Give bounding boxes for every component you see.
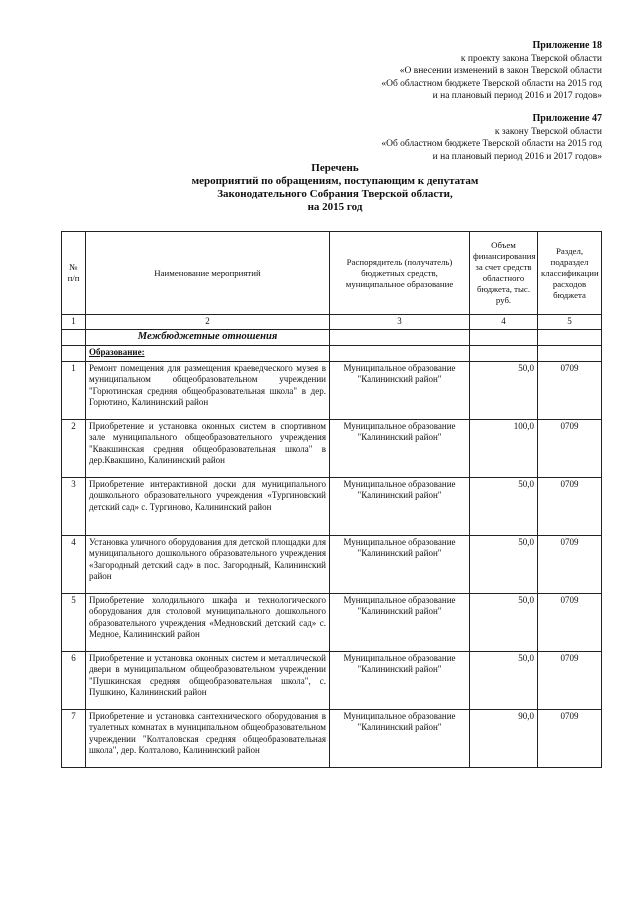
row-amount: 50,0: [470, 361, 538, 419]
annex-line: к закону Тверской области: [494, 126, 602, 137]
column-number-row: [62, 315, 602, 330]
row-code: 0709: [538, 477, 602, 535]
table-row: [62, 709, 602, 767]
section-row: [62, 329, 602, 345]
table-header-row: [62, 232, 602, 315]
row-amount: 50,0: [470, 593, 538, 651]
row-code: 0709: [538, 361, 602, 419]
header-recipient: Распорядитель (получатель) бюджетных средств, муниципальное образование: [330, 232, 470, 315]
column-number: 2: [86, 315, 330, 330]
row-number: 5: [62, 593, 86, 651]
row-code: 0709: [538, 651, 602, 709]
table-row: [62, 361, 602, 419]
row-measure: Ремонт помещения для размещения краеведческого музея в муниципальном общеобразовательном учреждении "Горютинская средняя общеобразовательная школа" в дер. Горютино, Калининский район: [86, 361, 330, 419]
header-number: № п/п: [62, 232, 86, 315]
row-number: 2: [62, 419, 86, 477]
row-code: 0709: [538, 419, 602, 477]
row-number: 1: [62, 361, 86, 419]
row-recipient: Муниципальное образование "Калининский район": [330, 651, 470, 709]
title-line: мероприятий по обращениям, поступающим к депутатам: [191, 175, 479, 187]
annex-18-block: [381, 40, 602, 103]
row-measure: Приобретение и установка сантехнического оборудования в туалетных комнатах в муниципальном общеобразовательном учреждении "Колталовская средняя общеобразовательная школа", дер. Колталово, Калининский район: [86, 709, 330, 767]
row-recipient: Муниципальное образование "Калининский район": [330, 535, 470, 593]
table-row: [62, 593, 602, 651]
header-code: Раздел, подраздел классификации расходов бюджета: [538, 232, 602, 315]
column-number: 4: [470, 315, 538, 330]
row-recipient: Муниципальное образование "Калининский район": [330, 361, 470, 419]
header-name: Наименование мероприятий: [86, 232, 330, 315]
row-code: 0709: [538, 535, 602, 593]
annex-title: Приложение 47: [532, 113, 602, 124]
row-measure: Приобретение и установка оконных систем и металлической двери в муниципальном общеобразовательном учреждении "Пушкинская средняя общеобразовательная школа", с. Пушкино, Калининский район: [86, 651, 330, 709]
row-recipient: Муниципальное образование "Калининский район": [330, 593, 470, 651]
header-amount: Объем финансирования за счет средств областного бюджета, тыс. руб.: [470, 232, 538, 315]
title-line: Перечень: [311, 162, 359, 174]
measures-table: [61, 231, 602, 768]
row-measure: Приобретение интерактивной доски для муниципального дошкольного образовательного учреждения «Тургиновский детский сад» с. Тургиново, Калининский район: [86, 477, 330, 535]
row-measure: Приобретение и установка оконных систем в спортивном зале муниципального общеобразовательного учреждения "Квакшинская средняя общеобразовательная школа" в дер.Квакшино, Калининский район: [86, 419, 330, 477]
column-number: 1: [62, 315, 86, 330]
row-recipient: Муниципальное образование "Калининский район": [330, 477, 470, 535]
section-title: Межбюджетные отношения: [86, 329, 330, 345]
annex-line: и на плановый период 2016 и 2017 годов»: [432, 91, 602, 101]
row-amount: 50,0: [470, 535, 538, 593]
document-title: [100, 162, 570, 214]
row-amount: 90,0: [470, 709, 538, 767]
annex-line: и на плановый период 2016 и 2017 годов»: [432, 151, 602, 162]
row-recipient: Муниципальное образование "Калининский район": [330, 419, 470, 477]
row-measure: Приобретение холодильного шкафа и технологического оборудования для столовой муниципального дошкольного образовательного учреждения «Медновский детский сад» с. Медное, Калининский район: [86, 593, 330, 651]
subsection-title: Образование:: [89, 346, 145, 357]
row-code: 0709: [538, 709, 602, 767]
row-code: 0709: [538, 593, 602, 651]
row-number: 4: [62, 535, 86, 593]
annex-line: «О внесении изменений в закон Тверской области: [399, 66, 602, 76]
table-row: [62, 651, 602, 709]
annex-line: «Об областном бюджете Тверской области на 2015 год: [381, 139, 602, 149]
column-number: 5: [538, 315, 602, 330]
row-number: 6: [62, 651, 86, 709]
row-amount: 50,0: [470, 651, 538, 709]
title-line: Законодательного Собрания Тверской области,: [217, 188, 453, 200]
row-number: 7: [62, 709, 86, 767]
subsection-row: [62, 345, 602, 361]
annex-47-block: [381, 113, 602, 163]
row-recipient: Муниципальное образование "Калининский район": [330, 709, 470, 767]
table-row: [62, 477, 602, 535]
annex-title: Приложение 18: [532, 40, 602, 51]
table-row: [62, 419, 602, 477]
title-line: на 2015 год: [307, 201, 363, 213]
annex-line: к проекту закона Тверской области: [460, 53, 602, 64]
row-measure: Установка уличного оборудования для детской площадки для муниципального дошкольного образовательного учреждения «Загородный детский сад» в пос. Загородный, Калининский район: [86, 535, 330, 593]
column-number: 3: [330, 315, 470, 330]
row-amount: 50,0: [470, 477, 538, 535]
row-amount: 100,0: [470, 419, 538, 477]
annex-line: «Об областном бюджете Тверской области на 2015 год: [381, 78, 602, 89]
table-row: [62, 535, 602, 593]
row-number: 3: [62, 477, 86, 535]
